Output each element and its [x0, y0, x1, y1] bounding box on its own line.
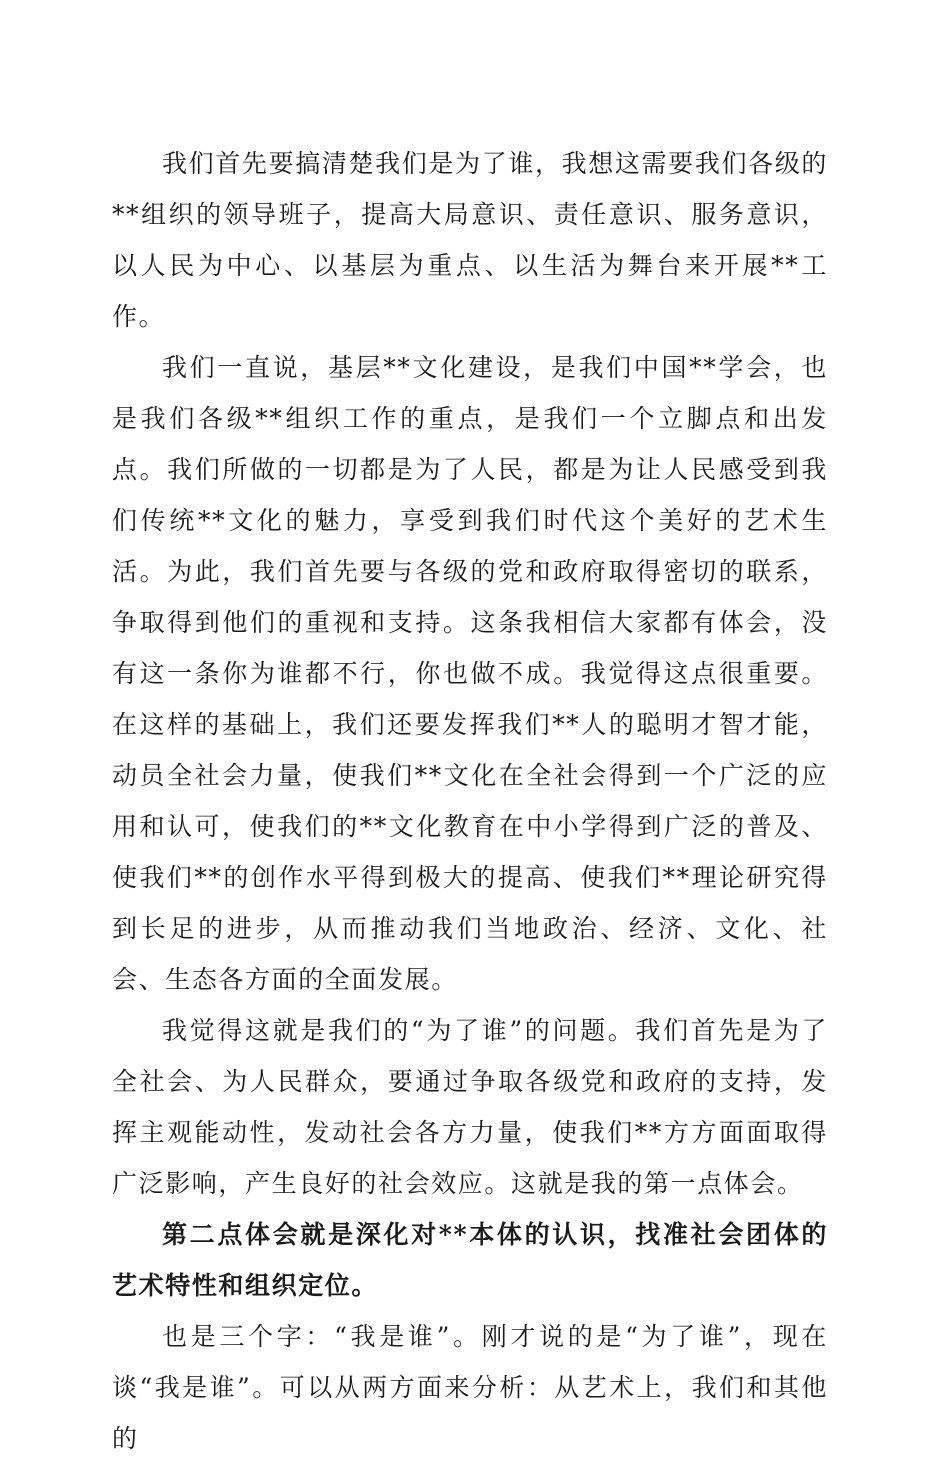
document-body	[112, 138, 828, 1464]
paragraph-2: 我们一直说，基层**文化建设，是我们中国**学会，也是我们各级**组织工作的重点，是我们一个立脚点和出发点。我们所做的一切都是为了人民，都是为让人民感受到我们传统**文化的魅力，享受到我们时代这个美好的艺术生活。为此，我们首先要与各级的党和政府取得密切的联系，争取得到他们的重视和支持。这条我相信大家都有体会，没有这一条你为谁都不行，你也做不成。我觉得这点很重要。在这样的基础上，我们还要发挥我们**人的聪明才智才能，动员全社会力量，使我们**文化在全社会得到一个广泛的应用和认可，使我们的**文化教育在中小学得到广泛的普及、使我们**的创作水平得到极大的提高、使我们**理论研究得到长足的进步，从而推动我们当地政治、经济、文化、社会、生态各方面的全面发展。	[112, 353, 828, 994]
paragraph-1: 我们首先要搞清楚我们是为了谁，我想这需要我们各级的**组织的领导班子，提高大局意识、责任意识、服务意识，以人民为中心、以基层为重点、以生活为舞台来开展**工作。	[112, 149, 828, 331]
paragraph-5: 也是三个字：“我是谁”。刚才说的是“为了谁”，现在谈“我是谁”。可以从两方面来分析：从艺术上，我们和其他的	[112, 1322, 828, 1453]
paragraph-3: 我觉得这就是我们的“为了谁”的问题。我们首先是为了全社会、为人民群众，要通过争取各级党和政府的支持，发挥主观能动性，发动社会各方力量，使我们**方方面面取得广泛影响，产生良好的社会效应。这就是我的第一点体会。	[112, 1016, 828, 1198]
paragraph-4-heading: 第二点体会就是深化对**本体的认识，找准社会团体的艺术特性和组织定位。	[112, 1220, 828, 1300]
